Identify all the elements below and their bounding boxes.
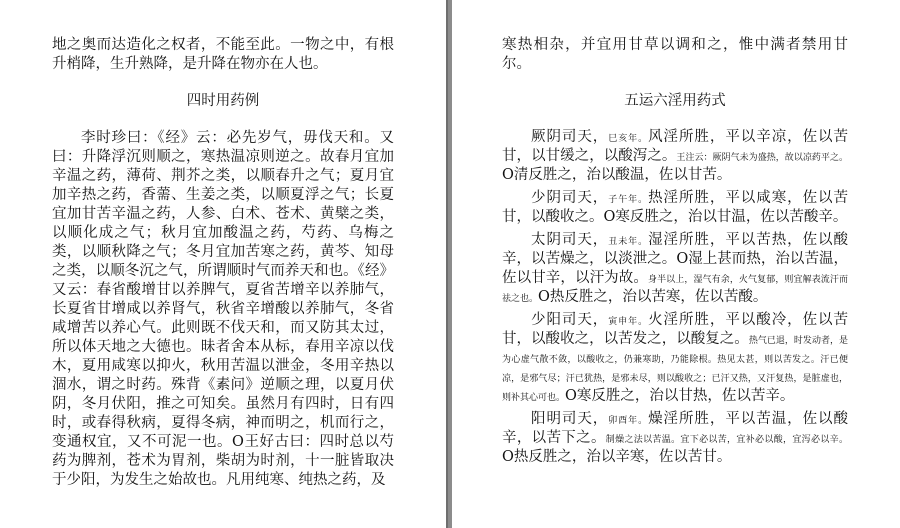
entry-lead: 阳明司天， — [531, 411, 609, 427]
entry-commentary: 身半以上，湿气有余，火气复郁，则宜解表流汗而祛之也。 — [502, 275, 848, 304]
entry-year-note: 巳亥年。 — [608, 134, 649, 144]
entry-lead: 厥阴司天， — [531, 129, 609, 145]
right-top-paragraph: 寒热相杂，并宜用甘草以调和之，惟中满者禁用甘尔。 — [502, 37, 848, 72]
entry-jueyin — [502, 128, 848, 185]
entry-taiyin — [502, 231, 848, 307]
entry-text: 燥淫所胜，平以苦温，佐以酸辛，以苦下之。 — [502, 411, 848, 446]
entry-tail: O热反胜之，治以辛寒，佐以苦甘。 — [502, 449, 732, 465]
entry-tail: O清反胜之，治以酸温，佐以甘苦。 — [502, 167, 732, 183]
entry-commentary: 热气已退，时发动者，是为心虚气散不敛，以酸收之，仍兼寒助，乃能除根。热见太甚，则以苦发之。汗已便凉，是邪气尽；汗已犹热，是邪未尽，则以酸收之；已汗又热，又汗复热，是脏虚也，则补其心可也。 — [502, 336, 848, 403]
entry-text: 火淫所胜，平以酸冷，佐以苦甘，以酸收之，以苦发之，以酸复之。 — [502, 312, 848, 347]
entry-tail: O热反胜之，治以苦寒，佐以苦酸。 — [538, 289, 768, 305]
entry-commentary: 王注云：厥阴气未为盛热，故以凉药平之。 — [676, 153, 848, 163]
entry-text: 风淫所胜，平以辛凉，佐以苦甘，以甘缓之，以酸泻之。 — [502, 129, 848, 164]
entry-text: 热淫所胜，平以咸寒，佐以苦甘，以酸收之。O寒反胜之，治以甘温，佐以苦酸辛。 — [502, 190, 848, 225]
entry-text: 湿淫所胜，平以苦热，佐以酸辛，以苦燥之，以淡泄之。O湿上甚而热，治以苦温，佐以甘辛，以汗为故。 — [502, 232, 848, 286]
entry-lead: 少阳司天， — [531, 312, 609, 328]
left-top-paragraph: 地之奥而达造化之权者，不能至此。一物之中，有根升梢降，生升熟降，是升降在物亦在人也。 — [52, 37, 394, 72]
entry-yangming — [502, 410, 848, 467]
entry-shaoyin — [502, 189, 848, 227]
left-page — [0, 0, 446, 528]
entry-lead: 太阴司天， — [531, 232, 609, 248]
right-section-heading: 五运六淫用药式 — [624, 93, 726, 109]
entry-year-note: 卯酉年。 — [608, 416, 649, 426]
entry-lead: 少阴司天， — [531, 190, 609, 206]
entry-tail: O寒反胜之，治以甘热，佐以苦辛。 — [565, 388, 795, 404]
left-body-paragraph: 李时珍曰：《经》云：必先岁气，毋伐天和。又曰：升降浮沉则顺之，寒热温凉则逆之。故春月宜加辛温之药，薄荷、荆芥之类，以顺春升之气；夏月宜加辛热之药，香薷、生姜之类，以顺夏浮之气；长夏宜加甘苦辛温之药，人参、白术、苍术、黄檗之类，以顺化成之气；秋月宜加酸温之药，芍药、乌梅之类，以顺秋降之气；冬月宜加苦寒之药，黄芩、知母之类，以顺冬沉之气，所谓顺时气而养天和也。《经》又云：春省酸增甘以养脾气，夏省苦增辛以养肺气，长夏省甘增咸以养肾气，秋省辛增酸以养肺气，冬省咸增苦以养心气。此则既不伐天和，而又防其太过，所以体天地之大德也。昧者舍本从标，春用辛凉以伐木，夏用咸寒以抑火，秋用苦温以泄金，冬用辛热以涸水，谓之时药。殊背《素问》逆顺之理，以夏月伏阴，冬月伏阳，推之可知矣。虽然月有四时，日有四时，或春得秋病，夏得冬病，神而明之，机而行之，变通权宜，又不可泥一也。O王好古曰：四时总以芍药为脾剂，苍术为胃剂，柴胡为时剂，十一脏皆取决于少阳，为发生之始故也。凡用纯寒、纯热之药，及 — [52, 130, 394, 488]
left-section-heading: 四时用药例 — [186, 93, 260, 109]
right-page — [452, 0, 900, 528]
entry-shaoyang — [502, 311, 848, 406]
entry-commentary: 制燥之法以苦温。宜下必以苦，宜补必以酸，宜泻必以辛。 — [605, 435, 848, 445]
entry-year-note: 丑未年。 — [608, 237, 649, 247]
entry-year-note: 寅申年。 — [608, 317, 649, 327]
entry-year-note: 子午年。 — [608, 195, 649, 205]
